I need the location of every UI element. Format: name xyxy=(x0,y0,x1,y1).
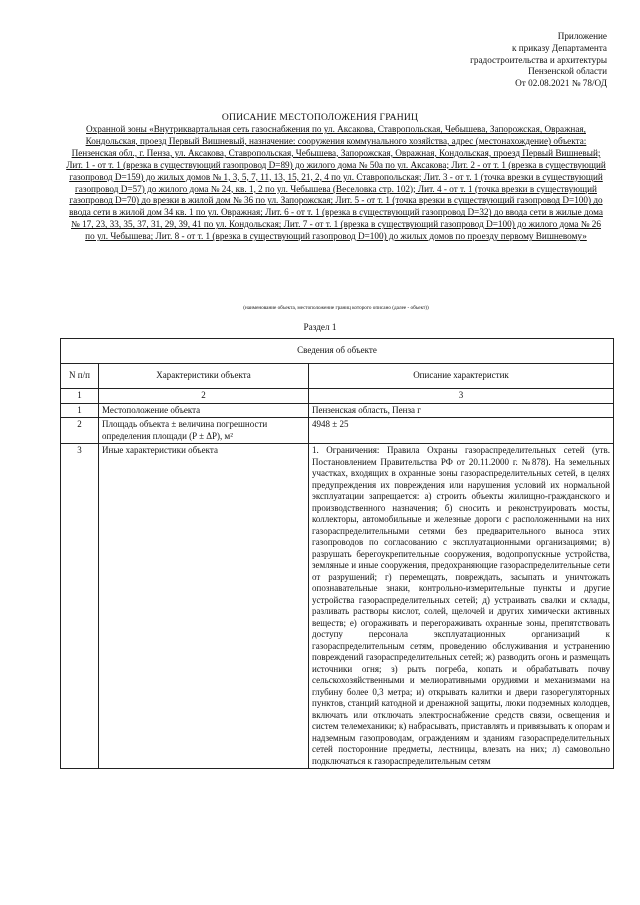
column-index: 2 xyxy=(99,389,309,404)
table-row xyxy=(61,403,614,418)
appendix-line: Приложение xyxy=(557,31,607,41)
object-description: Охранной зоны «Внутриквартальная сеть газоснабжения по ул. Аксакова, Ставропольская, Чебышева, Запорожская, Овражная, Кондольская, проезд Первый Вишневый, назначение: сооружения коммунального хозяйства, адрес (местонахождение) объекта: Пензенская обл., г. Пенза, ул. Аксакова, Ставропольская, Чебышева, Запорожская, Овражная, Кондольская, проезд Первый Вишневый; Лит. 1 - от т. 1 (врезка в существующий газопровод D=89) до жилого дома № 50а по ул. Аксакова; Лит. 2 - от т. 1 (врезка в существующий газопровод D=159) до жилых домов № 1, 3, 5, 7, 11, 13, 15, 21, 2, 4 по ул. Ставропольская; Лит. 3 - от т. 1 (точка врезки в существующий газопровод D=57) до жилого дома № 24, кв. 1, 2 по ул. Чебышева (Веселовка стр. 102); Лит. 4 - от т. 1 (точка врезки в существующий газопровод D=70) до врезки в жилой дом № 36 по ул. Запорожская; Лит. 5 - от т. 1 (точка врезки в существующий газопровод D=100) до ввода сети в жилой дом 34 кв. 1 по ул. Овражная; Лит. 6 - от т. 1 (врезка в существующий газопровод D=32) до ввода сети в жилые дома № 17, 23, 33, 35, 37, 31, 29, 39, 41 по ул. Кондольская; Лит. 7 - от т. 1 (врезка в существующий газопровод D=100) до жилого дома № 26 по ул. Чебышева; Лит. 8 - от т. 1 (врезка в существующий газопровод D=100) до жилых домов по проезду первому Вишневому» xyxy=(66,124,606,242)
row-number: 3 xyxy=(61,444,99,769)
table-row xyxy=(61,418,614,444)
row-characteristic: Местоположение объекта xyxy=(99,403,309,418)
column-header-number: N п/п xyxy=(61,364,99,389)
appendix-line: От 02.08.2021 № 78/ОД xyxy=(515,78,607,89)
row-number: 2 xyxy=(61,418,99,444)
appendix-line: Пензенской области xyxy=(528,66,607,77)
row-characteristic: Площадь объекта ± величина погрешности определения площади (P ± ΔP), м² xyxy=(99,418,309,444)
row-description: 4948 ± 25 xyxy=(309,418,614,444)
row-number: 1 xyxy=(61,403,99,418)
row-description: Пензенская область, Пенза г xyxy=(309,403,614,418)
column-index: 1 xyxy=(61,389,99,404)
column-header-characteristic: Характеристики объекта xyxy=(99,364,309,389)
row-characteristic: Иные характеристики объекта xyxy=(99,444,309,769)
table-title: Сведения об объекте xyxy=(61,339,614,364)
object-description-caption: (наименование объекта, местоположение границ которого описано (далее - объект)) xyxy=(243,305,429,311)
document-title: ОПИСАНИЕ МЕСТОПОЛОЖЕНИЯ ГРАНИЦ xyxy=(221,112,419,123)
appendix-line: к приказу Департамента xyxy=(511,42,607,53)
table-row xyxy=(61,444,614,769)
section-title: Раздел 1 xyxy=(303,322,337,332)
appendix-block xyxy=(387,31,607,90)
appendix-line: градостроительства и архитектуры xyxy=(470,54,607,65)
column-header-description: Описание характеристик xyxy=(309,364,614,389)
column-index: 3 xyxy=(309,389,614,404)
row-description: 1. Ограничения: Правила Охраны газораспределительных сетей (утв. Постановлением Правительства РФ от 20.11.2000 г. №878). На земельных участках, входящих в охранные зоны газораспределительных сетей, в целях предупреждения их повреждения или нарушения условий их нормальной эксплуатации запрещается: а) строить объекты жилищно-гражданского и производственного назначения; б) сносить и реконструировать мосты, коллекторы, автомобильные и железные дороги с расположенными на них газораспределительными сетями без предварительного выноса этих газопроводов по согласованию с эксплуатационными организациями; в) разрушать берегоукрепительные сооружения, водопропускные устройства, земляные и иные сооружения, предохраняющие газораспределительные сети от разрушений; г) перемещать, повреждать, засыпать и уничтожать опознавательные знаки, контрольно-измерительные пункты и другие устройства газораспределительных сетей; д) устраивать свалки и склады, разливать растворы кислот, солей, щелочей и других химически активных веществ; е) огораживать и перегораживать охранные зоны, препятствовать доступу персонала эксплуатационных организаций к газораспределительным сетям, проведению обслуживания и устранению повреждений газораспределительных сетей; ж) разводить огонь и размещать источники огня; з) рыть погреба, копать и обрабатывать почву сельскохозяйственными и мелиоративными орудиями и механизмами на глубину более 0,3 метра; и) открывать калитки и двери газорегуляторных пунктов, станций катодной и дренажной защиты, люки подземных колодцев, включать или отключать электроснабжение средств связи, освещения и систем телемеханики; к) набрасывать, приставлять и привязывать к опорам и надземным газопроводам, ограждениям и зданиям газораспределительных сетей посторонние предметы, лестницы, влезать на них; л) самовольно подключаться к газораспределительным сетям xyxy=(309,444,614,769)
object-info-table xyxy=(60,338,614,769)
